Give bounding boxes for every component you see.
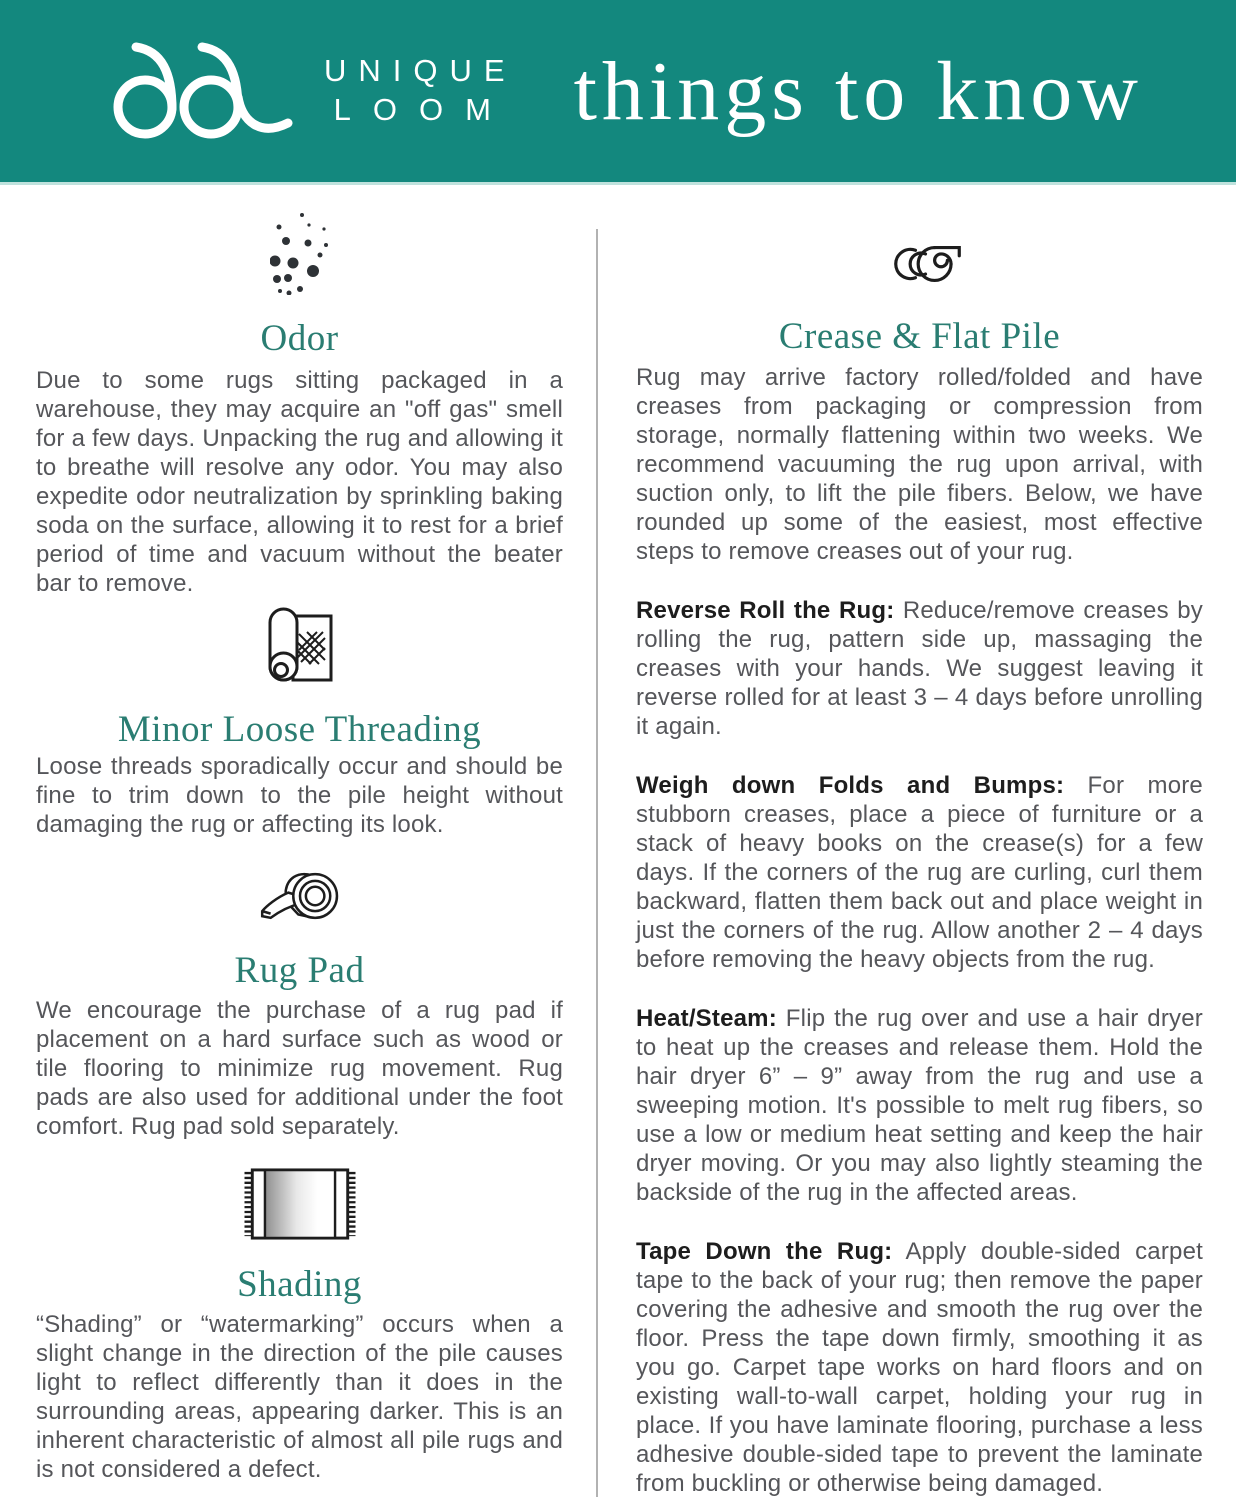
header-banner [0,0,1236,185]
left-column [0,185,598,1497]
tip-label: Heat/Steam: [636,1004,777,1032]
section-body: Due to some rugs sitting packaged in a warehouse, they may acquire an "off gas" smell for a few days. Unpacking the rug and allowing it to breathe will resolve any odor. You may also expedite odor neutralization by sprinkling baking soda on the surface, allowing it to rest for a brief period of time and vacuum without the beater bar to remove. [36,366,563,597]
brand-line-2: LOOM [333,92,513,127]
section-body: Loose threads sporadically occur and should be fine to trim down to the pile height without damaging the rug or affecting its look. [36,753,563,839]
page-title: things to know [573,44,1143,138]
odor-particles-icon [36,211,563,295]
unique-loom-logo-icon [98,39,298,143]
rug-pad-roll-icon [36,869,563,923]
brand-block [98,39,517,143]
section-heading: Minor Loose Threading [117,708,482,750]
section-heading: Odor [260,318,339,359]
column-divider [596,229,598,1497]
tip-text: For more stubborn creases, place a piece of furniture or a stack of heavy books on the crease(s) for a few days. If the corners of the rug are curling, curl them backward, flatten them back out and place weight in just the corners of the rug. Allow another 2 – 4 days before removing the heavy objects from the rug. [636,771,1203,973]
section-rug-pad [36,869,563,1141]
section-crease-flat-pile [636,243,1203,1498]
tip-text: Flip the rug over and use a hair dryer to heat up the creases and release them. Hold the hair dryer 6” – 9” away from the rug and use a sweeping motion. It's possible to melt rug fibers, so use a low or medium heat setting and keep the hair dryer moving. Or you may also lightly steaming the backside of the rug in the affected areas. [636,1004,1203,1206]
brand-line-1: UNIQUE [324,53,517,89]
section-heading: Rug Pad [234,950,365,992]
tip-reverse-roll [636,596,1203,741]
creased-roll-spiral-icon [636,243,1203,285]
tip-text: Apply double-sided carpet tape to the back of your rug; then remove the paper covering the adhesive and smooth the rug over the floor. Press the tape down firmly, smoothing it as you go. Carpet tape works on hard floors and on existing wall-to-wall carpet, holding your rug in place. If you have laminate flooring, purchase a less adhesive double-sided tape to prevent the laminate from buckling or otherwise being damaged. [636,1237,1203,1497]
tip-label: Reverse Roll the Rug: [636,596,895,624]
tip-label: Weigh down Folds and Bumps: [636,771,1065,799]
rolled-rug-lattice-icon [36,606,563,686]
brand-name [324,52,517,130]
tip-weigh-down [636,771,1203,974]
shaded-rug-fringe-icon [36,1167,563,1241]
right-column [598,185,1236,1497]
content-area [0,185,1236,1497]
tip-label: Tape Down the Rug: [636,1237,893,1265]
tip-heat-steam [636,1004,1203,1207]
tip-text: Reduce/remove creases by rolling the rug, pattern side up, massaging the creases with your hands. We suggest leaving it reverse rolled for at least 3 – 4 days before unrolling it again. [636,596,1203,740]
section-heading: Crease & Flat Pile [778,316,1061,357]
section-intro: Rug may arrive factory rolled/folded and have creases from packaging or compression from storage, normally flattening within two weeks. We recommend vacuuming the rug upon arrival, with suction only, to lift the pile fibers. Below, we have rounded up some of the easiest, most effective steps to remove creases out of your rug. [636,363,1203,565]
section-body: “Shading” or “watermarking” occurs when a slight change in the direction of the pile causes light to reflect differently than it does in the surrounding areas, appearing darker. This is an inherent characteristic of almost all pile rugs and is not considered a defect. [36,1310,563,1483]
section-heading: Shading [237,1264,362,1306]
section-shading [36,1167,563,1484]
tip-tape-down [636,1237,1203,1498]
section-minor-loose-threading [36,606,563,840]
section-body: We encourage the purchase of a rug pad if placement on a hard surface such as wood or tile flooring to minimize rug movement. Rug pads are also used for additional under the foot comfort. Rug pad sold separately. [36,997,563,1141]
section-odor [36,211,563,598]
